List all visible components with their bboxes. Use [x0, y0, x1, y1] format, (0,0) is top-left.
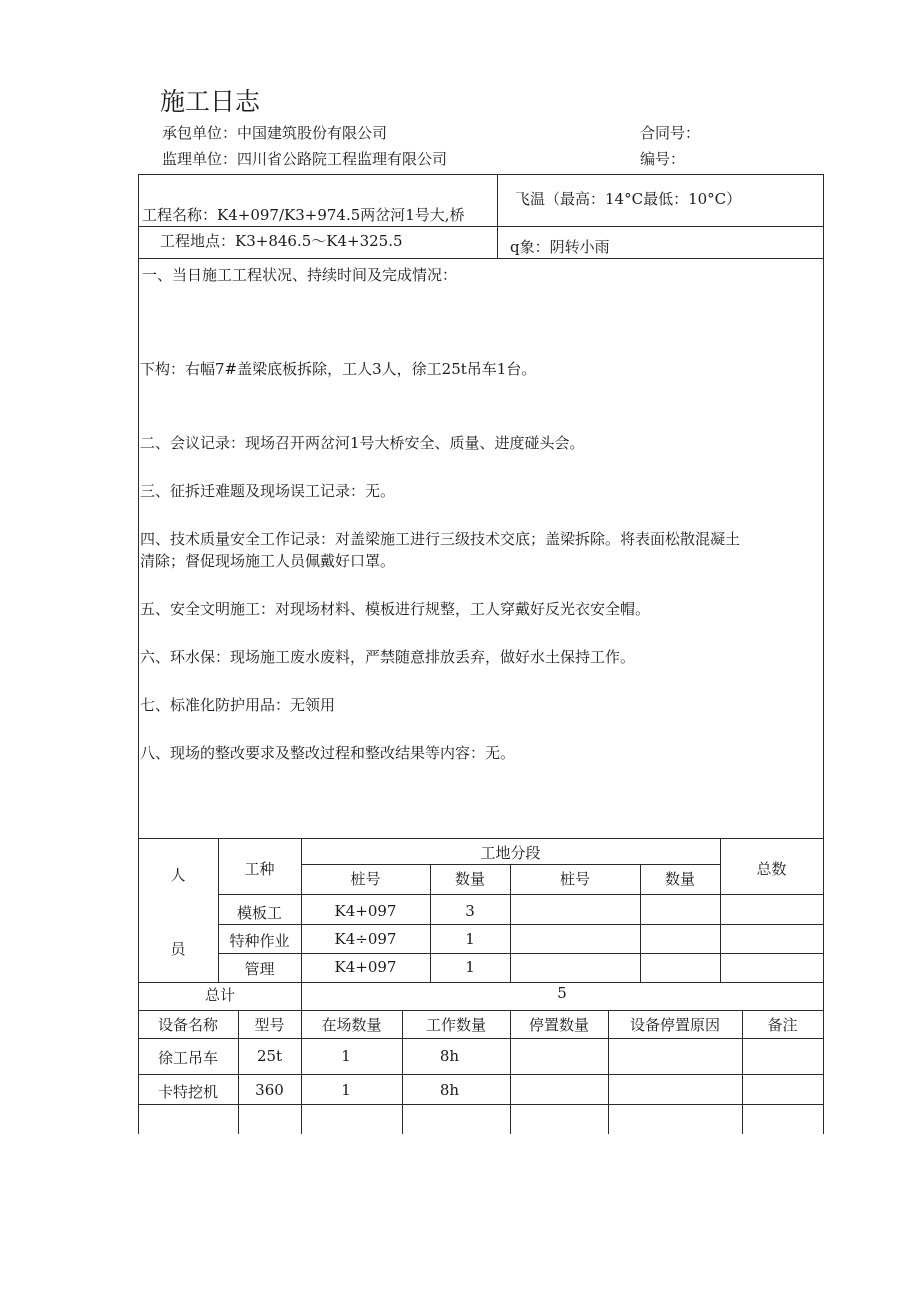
contractor-value: 中国建筑股份有限公司: [237, 124, 388, 142]
rule: [497, 174, 498, 258]
equip-model-cell: 360: [255, 1081, 284, 1099]
col-total: 总数: [756, 860, 787, 878]
col-trade: 工种: [244, 860, 275, 878]
section-4-quality: 四、技术质量安全工作记录：对盖梁施工进行三级技术交底；盖梁拆除。将表面松散混凝土: [140, 530, 741, 548]
section-3-relocation: 三、征拆迁难题及现场误工记录：无。: [140, 482, 396, 500]
rule: [138, 226, 824, 227]
station-cell: K4÷097: [334, 930, 397, 948]
equip-working-cell: 8h: [439, 1081, 460, 1099]
project-name: 工程名称：K4+097/K3+974.5两岔河1号大,桥: [142, 206, 465, 224]
equip-col-remarks: 备注: [767, 1016, 798, 1034]
project-location: 工程地点：K3+846.5～K4+325.5: [160, 232, 403, 250]
page-title: 施工日志: [160, 87, 261, 116]
col-qty-2: 数量: [664, 870, 695, 888]
section-1-detail: 下构：右幅7#盖梁底板拆除，工人3人，徐工25t吊车1台。: [140, 360, 537, 378]
rule: [138, 1010, 824, 1011]
contractor-line: [162, 122, 387, 143]
section-7-ppe: 七、标准化防护用品：无领用: [140, 696, 336, 714]
trade-cell: 模板工: [236, 904, 282, 922]
rule: [218, 894, 824, 895]
col-section: 工地分段: [480, 844, 541, 862]
personnel-label-bottom: 员: [170, 940, 186, 958]
col-qty-1: 数量: [454, 870, 485, 888]
equip-col-working: 工作数量: [425, 1016, 486, 1034]
col-station-2: 桩号: [559, 870, 590, 888]
equip-working-cell: 8h: [439, 1047, 460, 1065]
equip-onsite-cell: 1: [341, 1047, 351, 1065]
rule: [138, 982, 824, 983]
rule: [138, 174, 139, 1134]
equip-onsite-cell: 1: [341, 1081, 351, 1099]
section-4-quality-cont: 清除；督促现场施工人员佩戴好口罩。: [140, 552, 396, 570]
temperature: 飞温（最高：14°C最低：10°C）: [515, 190, 742, 208]
rule: [218, 953, 824, 954]
equip-name-cell: 徐工吊车: [157, 1049, 218, 1067]
contract-no-label: 合同号：: [640, 124, 701, 142]
equip-col-idle-reason: 设备停置原因: [629, 1016, 720, 1034]
col-station-1: 桩号: [350, 870, 381, 888]
qty-cell: 1: [465, 958, 475, 976]
supervisor-label: 监理单位：: [162, 150, 238, 168]
qty-cell: 3: [465, 902, 475, 920]
equip-model-cell: 25t: [256, 1047, 283, 1065]
rule: [138, 1104, 824, 1105]
station-cell: K4+097: [334, 902, 397, 920]
contractor-label: 承包单位：: [162, 124, 238, 142]
serial-no-label: 编号：: [640, 150, 686, 168]
qty-cell: 1: [465, 930, 475, 948]
equip-col-idle: 停置数量: [528, 1016, 589, 1034]
total-value: 5: [557, 984, 567, 1002]
equip-col-onsite: 在场数量: [321, 1016, 382, 1034]
equip-col-model: 型号: [254, 1016, 285, 1034]
rule: [138, 258, 824, 259]
supervisor-line: [162, 148, 447, 169]
equip-col-name: 设备名称: [157, 1016, 218, 1034]
rule: [138, 1074, 824, 1075]
total-label: 总计: [204, 986, 235, 1004]
weather: q象：阴转小雨: [510, 238, 610, 256]
rule: [823, 174, 824, 1134]
section-2-meeting: 二、会议记录：现场召开两岔河1号大桥安全、质量、进度碰头会。: [140, 434, 585, 452]
rule: [138, 174, 824, 175]
personnel-label-top: 人: [170, 866, 186, 884]
section-5-safety: 五、安全文明施工：对现场材料、模板进行规整，工人穿戴好反光衣安全帽。: [140, 600, 651, 618]
section-6-environment: 六、环水保：现场施工废水废料，严禁随意排放丢弃，做好水土保持工作。: [140, 648, 636, 666]
section-1-heading: 一、当日施工工程状况、持续时间及完成情况：: [142, 266, 458, 284]
section-8-rectification: 八、现场的整改要求及整改过程和整改结果等内容：无。: [140, 744, 516, 762]
supervisor-value: 四川省公路院工程监理有限公司: [237, 150, 448, 168]
trade-cell: 管理: [244, 960, 275, 978]
equip-name-cell: 卡特挖机: [157, 1083, 218, 1101]
station-cell: K4+097: [334, 958, 397, 976]
trade-cell: 特种作业: [229, 932, 290, 950]
rule: [138, 838, 824, 839]
rule: [218, 924, 824, 925]
rule: [138, 1038, 824, 1039]
